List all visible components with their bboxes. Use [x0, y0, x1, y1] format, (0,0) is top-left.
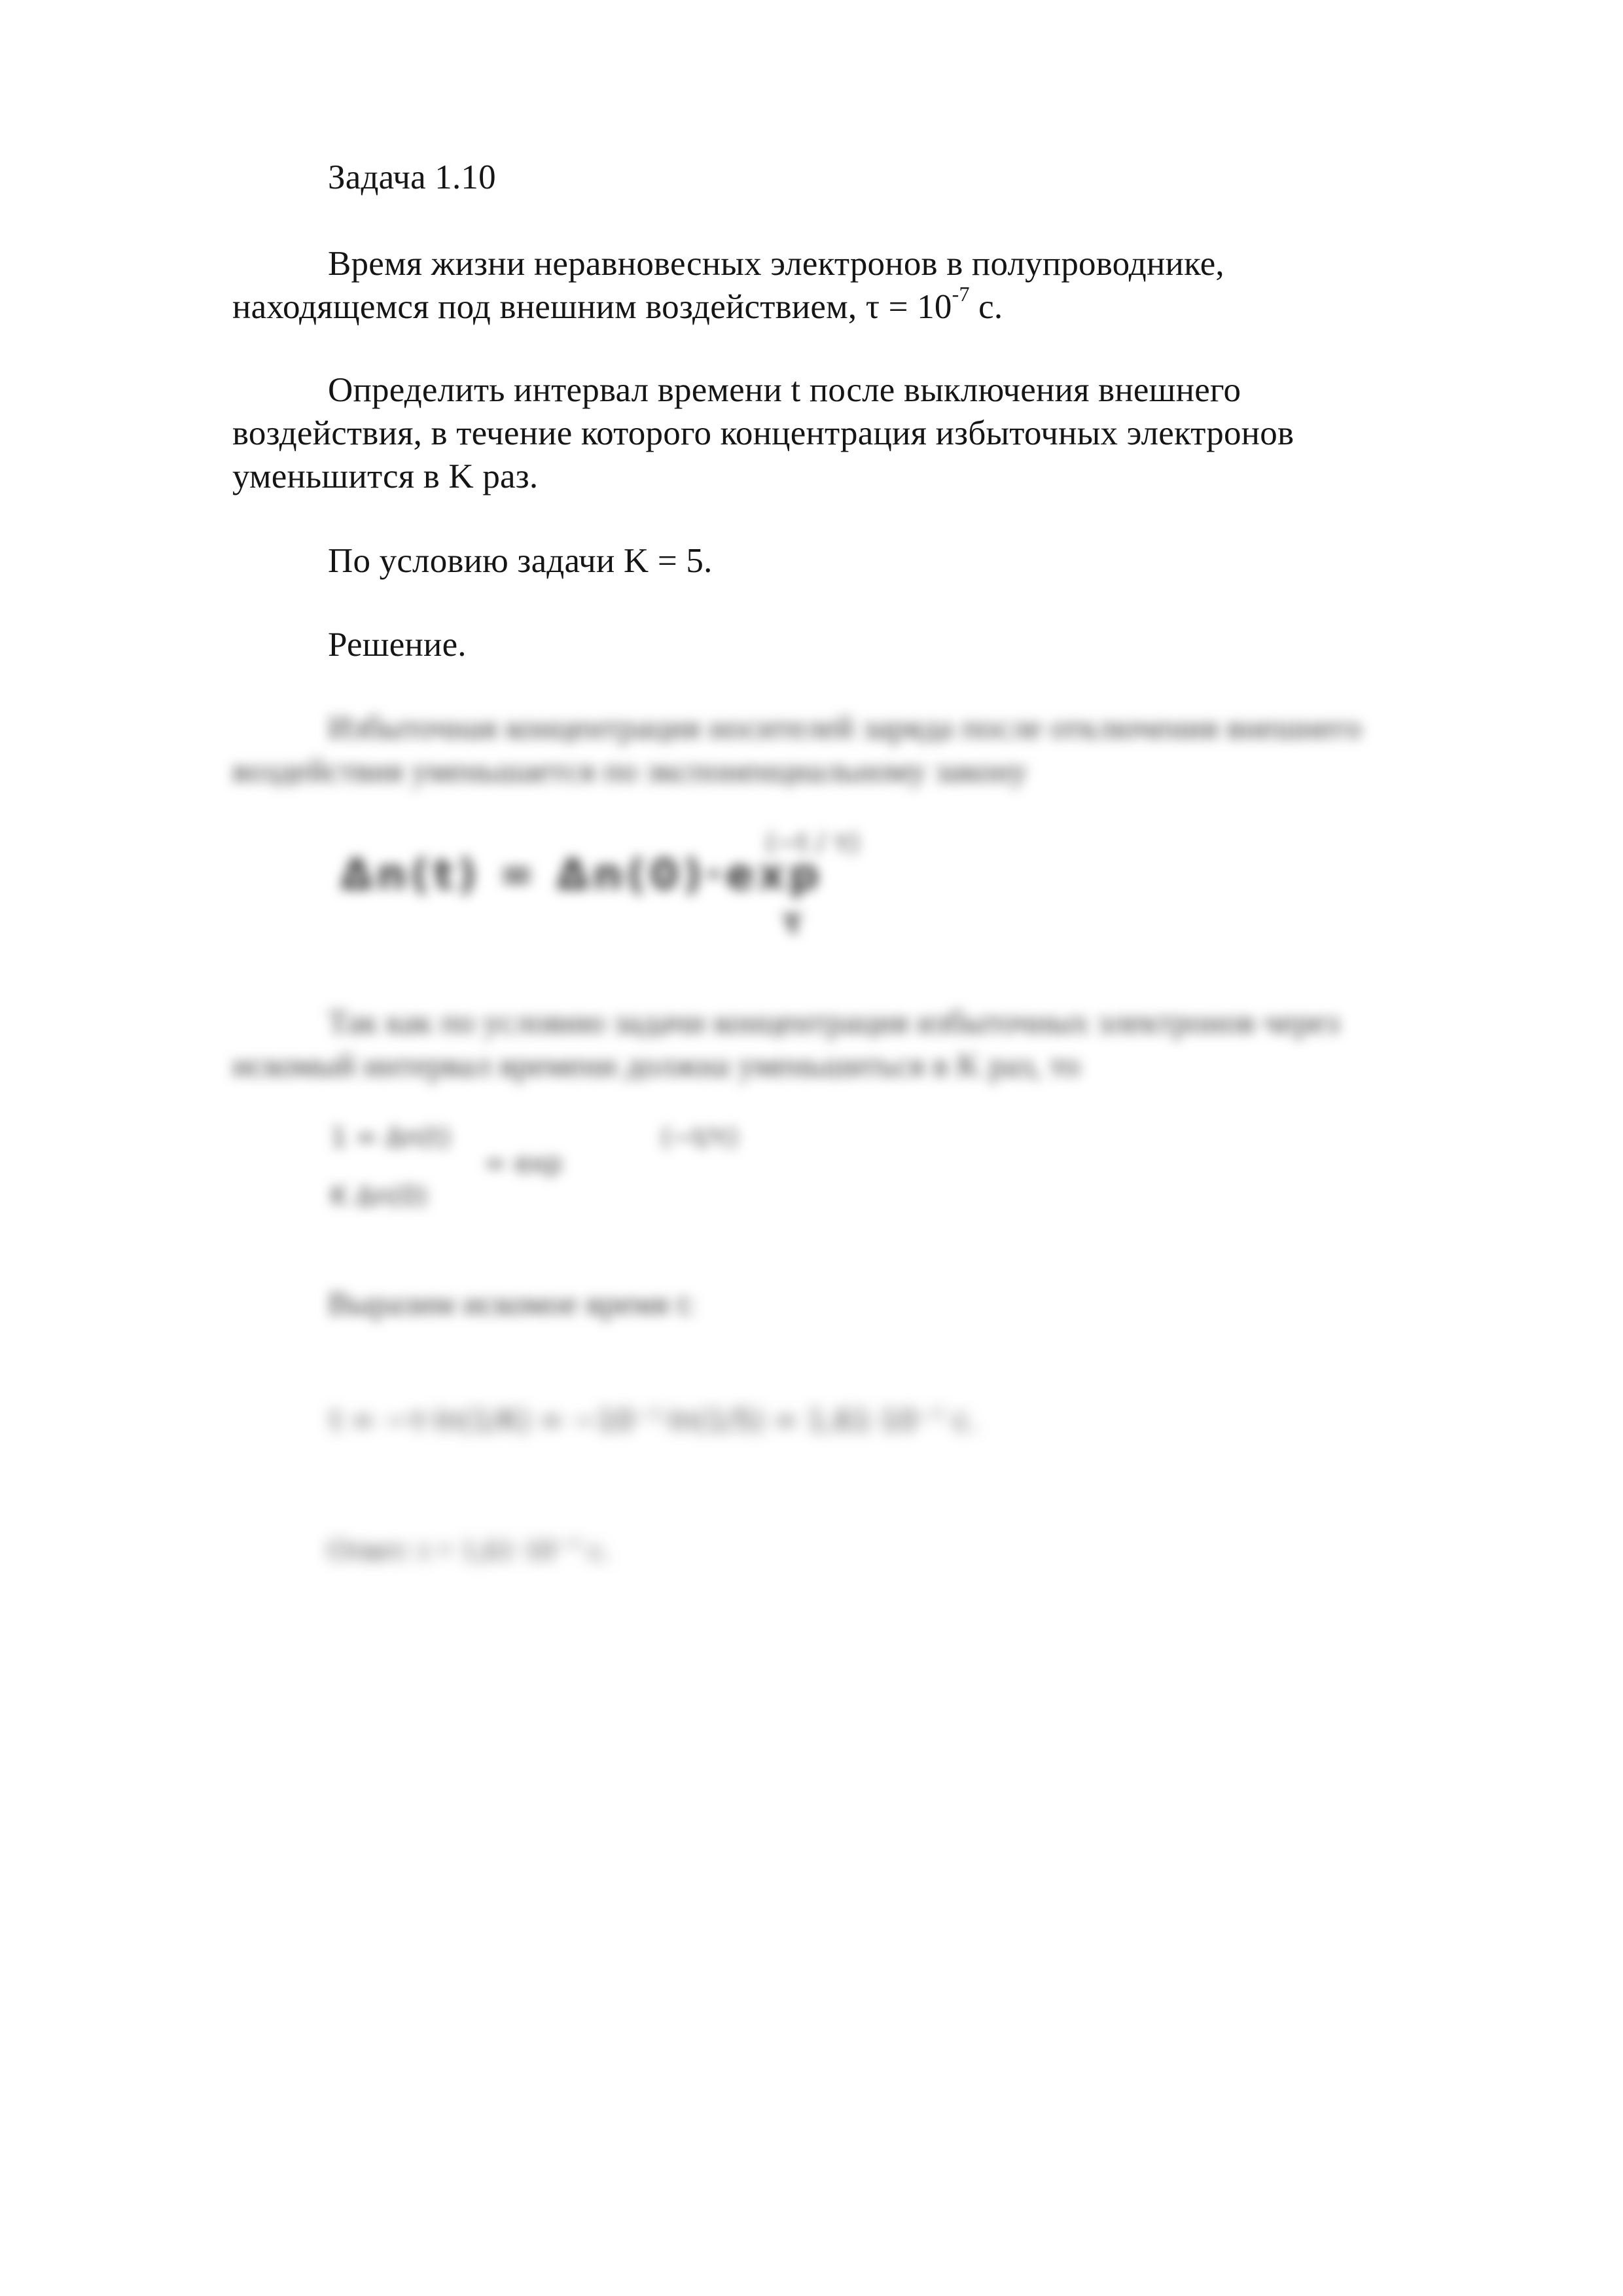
task-line-2: воздействия, в течение которого концентрация избыточных электронов	[232, 414, 1294, 452]
solution-para2-line1: Так как по условию задачи концентрация избыточных электронов через	[328, 1003, 1340, 1040]
formula-2-top: 1 = Δn(t)	[330, 1122, 452, 1153]
task-line-3: уменьшится в K раз.	[232, 457, 539, 495]
condition-text: находящемся под внешним воздействием, τ = 10	[232, 288, 952, 326]
condition-exponent: -7	[952, 282, 970, 306]
given-condition: По условию задачи K = 5.	[328, 542, 713, 580]
formula-2-right: (−t/τ)	[661, 1122, 738, 1153]
problem-title: Задача 1.10	[328, 158, 496, 196]
solution-para1-line1: Избыточная концентрация носителей заряда после отключения внешнего	[328, 709, 1362, 745]
formula-1-main: Δn(t) = Δn(0)·exp	[340, 851, 823, 899]
condition-line-2	[232, 282, 1003, 329]
formula-2-bottom: K Δn(0)	[330, 1181, 428, 1211]
answer-line: Ответ: t = 1,61·10⁻⁷ c.	[328, 1533, 611, 1566]
formula-1	[340, 851, 823, 899]
formula-1-denominator: τ	[782, 903, 802, 940]
formula-3: t = −τ·ln(1/K) = −10⁻⁷·ln(1/5) = 1,61·10⁻⁷ c.	[330, 1404, 978, 1437]
condition-line-1: Время жизни неравновесных электронов в полупроводнике,	[328, 245, 1224, 283]
solution-para2-line2: искомый интервал времени должна уменьшиться в K раз, то	[232, 1047, 1080, 1083]
formula-1-numerator: (−t / τ)	[766, 828, 860, 858]
condition-unit: с.	[969, 288, 1003, 326]
task-line-1: Определить интервал времени t после выключения внешнего	[328, 371, 1241, 409]
solution-para3: Выразим искомое время t:	[328, 1285, 696, 1321]
solution-heading: Решение.	[328, 626, 467, 664]
solution-para1-line2: воздействия уменьшается по экспоненциальному закону	[232, 752, 1028, 789]
formula-2-mid: = exp	[484, 1149, 563, 1179]
